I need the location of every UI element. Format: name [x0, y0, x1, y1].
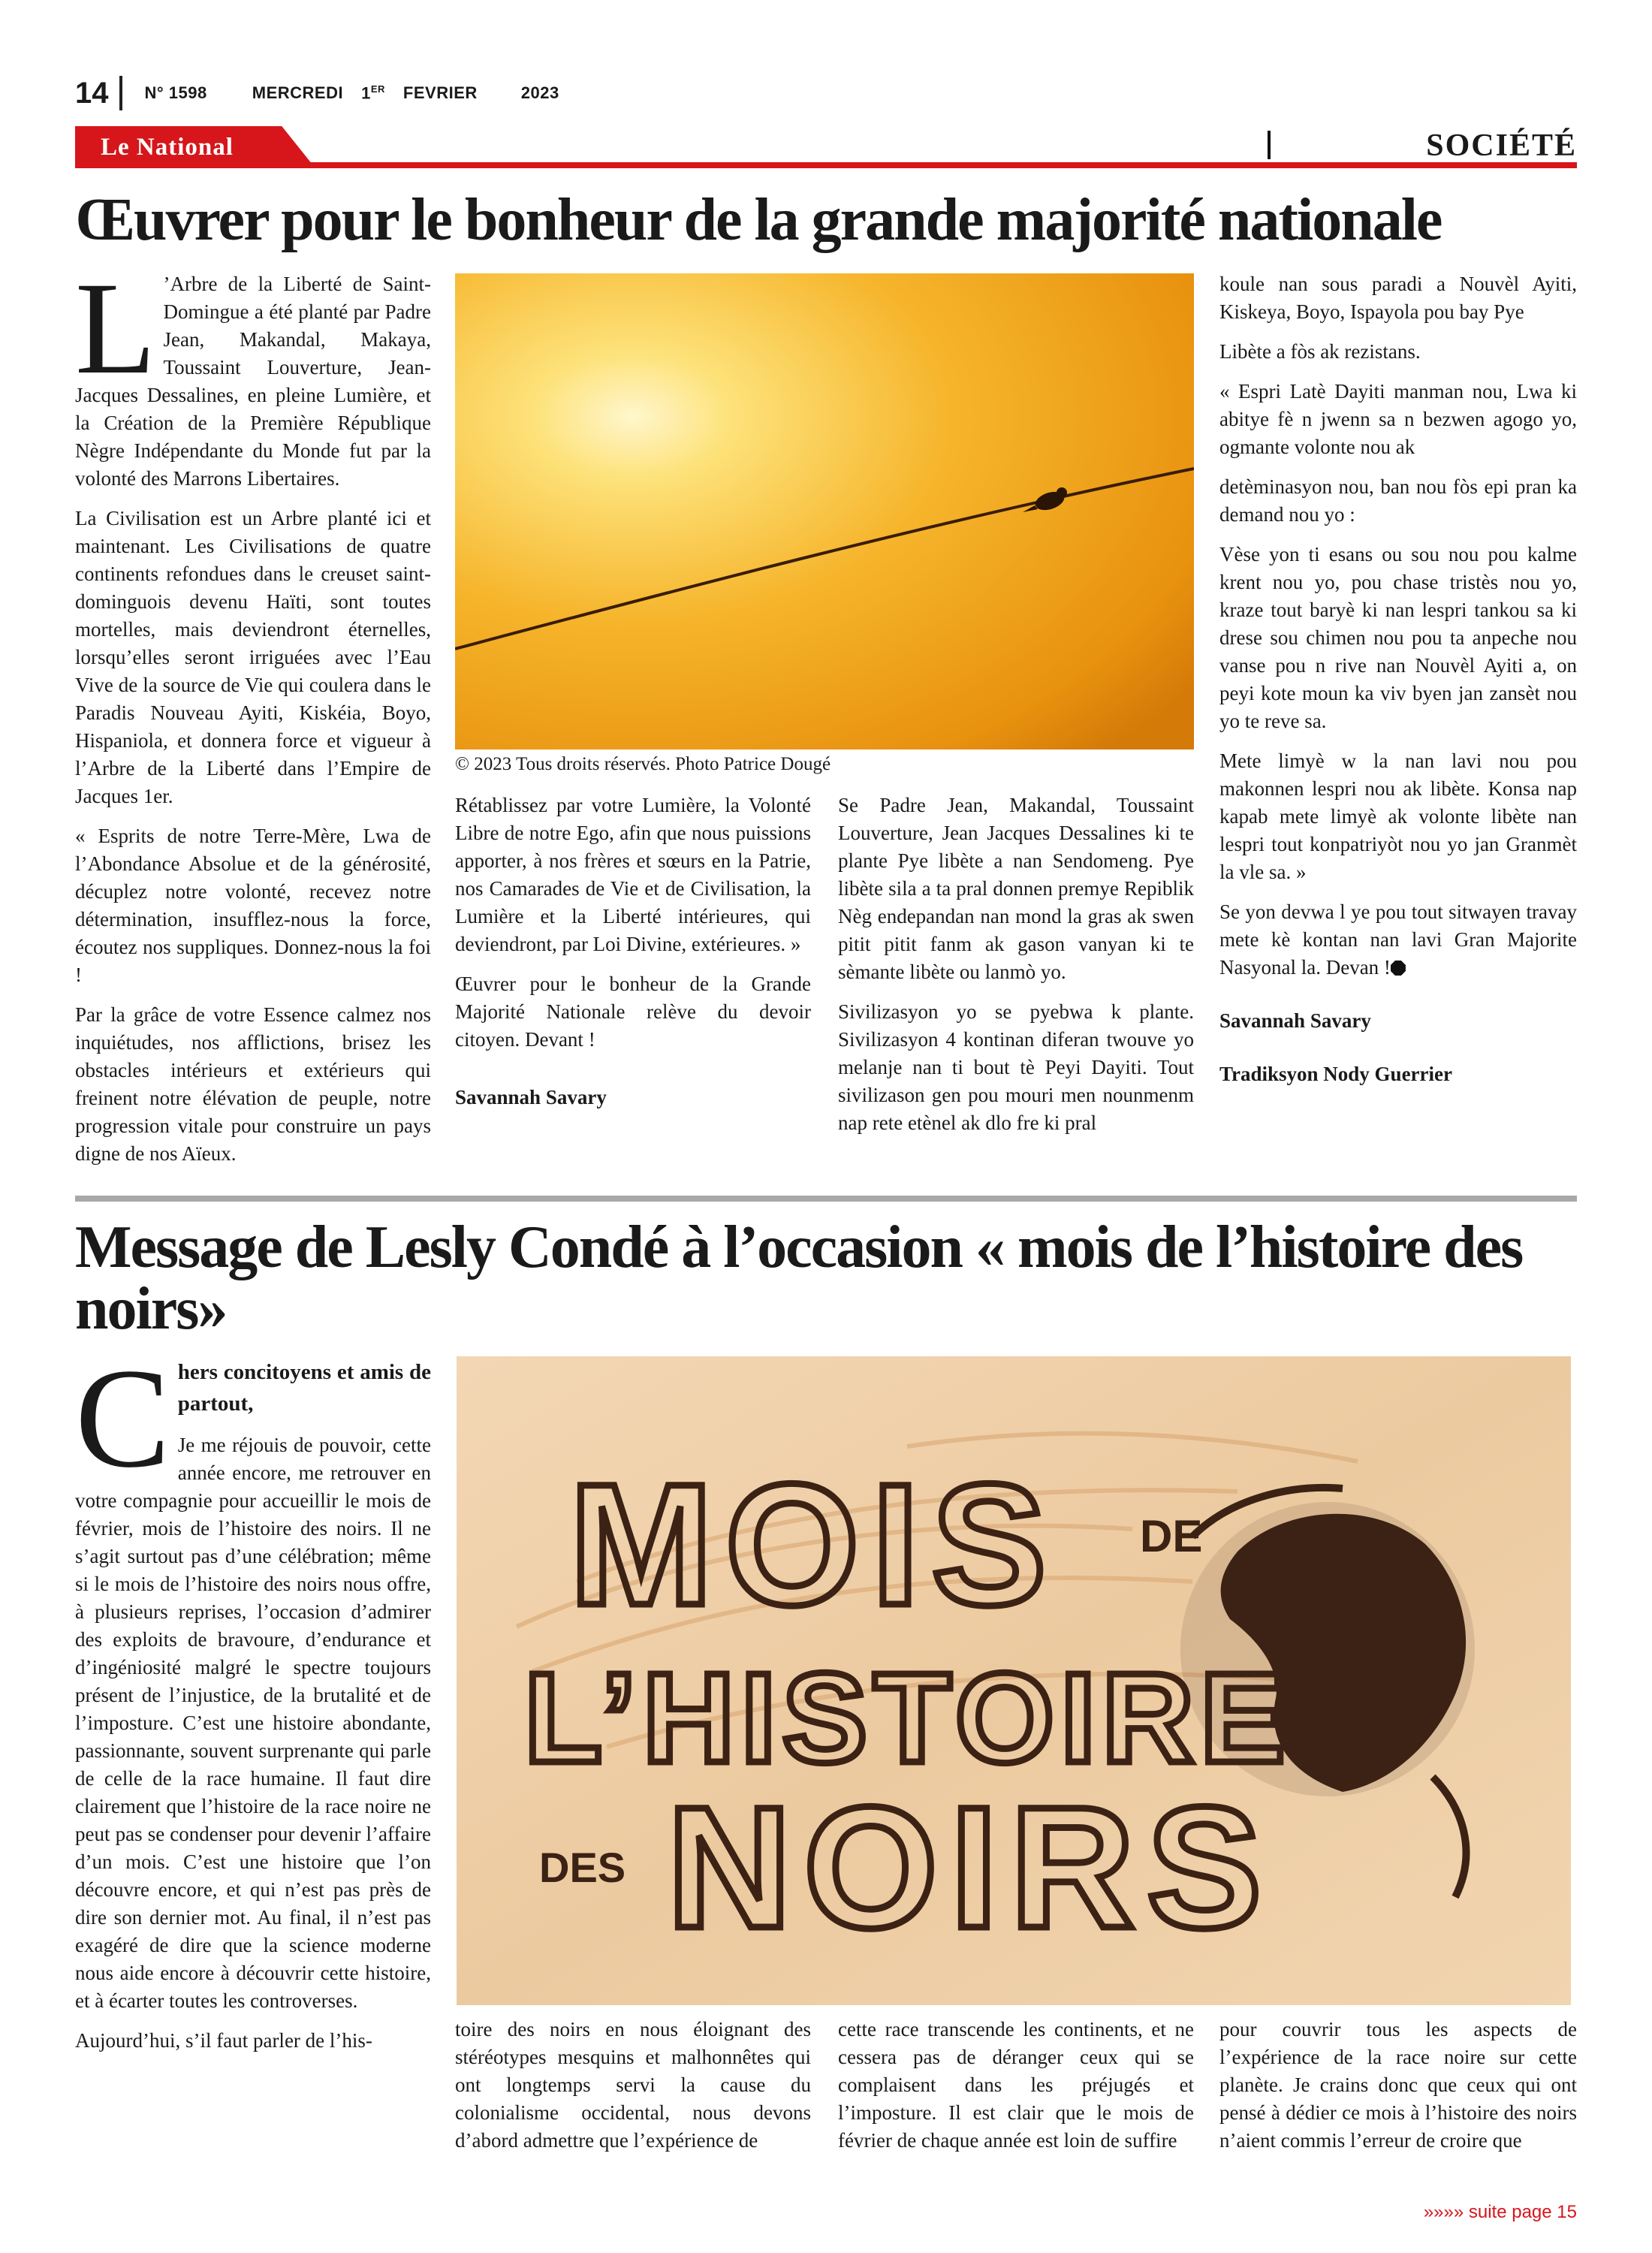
article2-paragraph: toire des noirs en nous éloignant des stéréotypes mesquins et malhonnêtes qui ont longtemps servi la cause du colonialisme occidental, nous devons d’abord admettre que l’expérience de — [455, 2018, 811, 2152]
section-name: SOCIÉTÉ — [1426, 128, 1577, 163]
article1-column-3 — [838, 792, 1194, 1149]
poster-word-mois: MOIS — [569, 1448, 1059, 1641]
article1-column-1 — [75, 255, 431, 1180]
article1-paragraph: « Esprits de notre Terre-Mère, Lwa de l’Abondance Absolue et de la générosité, décuplez notre volonté, recevez notre détermination, insufflez-nous la force, écoutez nos suppliques. Donnez-nous la foi ! — [75, 825, 431, 986]
sunset-bird-photo — [455, 273, 1194, 749]
issue-number: N° 1598 — [144, 83, 207, 102]
poster-word-des: DES — [539, 1844, 626, 1891]
article2-lead: hers concitoyens et amis de partout, — [177, 1360, 431, 1416]
poster-image — [457, 1356, 1571, 2005]
article2-paragraph: cette race transcende les continents, et ne cessera pas de déranger ceux qui se complaisent dans les préjugés et l’imposture. Il est clair que le mois de février de chaque année est loin de suffire — [838, 2018, 1194, 2152]
article2-column-2 — [455, 2016, 811, 2167]
article1-paragraph: L ’Arbre de la Liberté de Saint-Domingue a été planté par Padre Jean, Makandal, Makaya, Toussaint Louverture, Jean-Jacques Dessalines, en pleine Lumière, et la Création de la Première République Nègre Indépendante du Monde fut par la volonté des Marrons Libertaires. — [75, 255, 431, 490]
article1-title: Œuvrer pour le bonheur de la grande majorité nationale — [75, 187, 1442, 253]
article2-dropcap: C — [75, 1340, 170, 1497]
page-folio — [75, 74, 559, 113]
article2-paragraph: Je me réjouis de pouvoir, cette année encore, me retrouver en votre compagnie pour accueillir le mois de février, mois de l’histoire des noirs. Il ne s’agit surtout pas d’une célébration; même si le mois de l’histoire des noirs nous offre, à plusieurs reprises, l’occasion d’admirer des exploits de bravoure, d’endurance et d’ingéniosité malgré le spectre toujours présent de l’injustice, de la brutalité et de l’imposture. C’est une histoire abondante, passionnante, souvent surprenante qui parle de celle de la race humaine. Il faut dire clairement que l’histoire de la race noire ne peut pas se condenser pour devenir l’affaire d’un mois. C’est une histoire que l’on découvre encore, et qui n’est pas près de dire son dernier mot. Au final, il n’est pas exagéré de dire que la science moderne nous aide encore à découvrir cette histoire, et à écarter toutes les controverses. — [75, 1434, 431, 2012]
article1-paragraph: « Espri Latè Dayiti manman nou, Lwa ki abitye fè n jwenn sa n bezwen agogo yo, ogmante volonte nou ak — [1219, 380, 1577, 458]
sunset-bird-image — [455, 273, 1194, 749]
article2-paragraph: Aujourd’hui, s’il faut parler de l’his- — [75, 2029, 372, 2052]
article1-paragraph: Rétablissez par votre Lumière, la Volonté Libre de notre Ego, afin que nous puissions apporter, à nos frères et sœurs en la Patrie, nos Camarades de Vie et de Civilisation, la Lumière et la Liberté intérieures, qui deviendront, par Loi Divine, extérieures. » — [455, 794, 811, 955]
article1-paragraph: La Civilisation est un Arbre planté ici et maintenant. Les Civilisations de quatre continents refondues dans le creuset saint-dominguois devenu Haïti, sont toutes mortelles, mais deviendront éternelles, lorsqu’elles seront irriguées avec l’Eau Vive de la source de Vie qui coulera dans le Paradis Nouveau Ayiti, Kiskéia, Boyo, Hispaniola, et donnera force et vigueur à l’Arbre de la Liberté dans l’Empire de Jacques 1er. — [75, 507, 431, 807]
continued-on-link[interactable]: »»»» suite page 15 — [1423, 2202, 1577, 2222]
article2-column-1 — [75, 1340, 431, 2067]
article1-dropcap: L — [75, 255, 156, 402]
masthead-bar — [75, 126, 1577, 168]
author-signature: Savannah Savary — [1219, 1009, 1371, 1032]
article1-paragraph: Vèse yon ti esans ou sou nou pou kalme krent nou yo, pou chase tristès nou yo, kraze tout baryè ki nan lespri tankou sa ki drese sou chimen nou pou ta anpeche nou vanse pou n rive nan Nouvèl Ayiti a, on peyi kote moun ka viv byen jan zansèt nou yo te reve sa. — [1219, 543, 1577, 732]
end-of-article-icon — [1391, 961, 1406, 976]
poster-word-noirs: NOIRS — [667, 1771, 1274, 1964]
issue-weekday: MERCREDI — [252, 83, 344, 102]
article1-paragraph: Mete limyè w la nan lavi nou pou makonnen lespri nou ak libète. Konsa nap kapab mete limyè ak volonte libète nan lespri tout konpatriyòt nou yo jan Granmèt la vle sa. » — [1219, 749, 1577, 883]
article-separator — [75, 1196, 1577, 1202]
issue-day: 1ER — [361, 83, 385, 103]
translator-credit: Tradiksyon Nody Guerrier — [1219, 1063, 1452, 1085]
article1-paragraph: koule nan sous paradi a Nouvèl Ayiti, Kiskeya, Boyo, Ispayola pou bay Pye — [1219, 273, 1577, 323]
article2-column-3 — [838, 2016, 1194, 2167]
article1-column-2 — [455, 792, 811, 1123]
article2-paragraph: pour couvrir tous les aspects de l’expérience de la race noire sur cette planète. Je crains donc que ceux qui ont pensé à dédier ce mois à l’histoire des noirs n’aient commis l’erreur de croire que — [1219, 2018, 1577, 2152]
page-number: 14 — [75, 76, 122, 110]
brand-name: Le National — [101, 134, 234, 161]
article1-paragraph: Libète a fòs ak rezistans. — [1219, 340, 1421, 363]
poster-word-histoire: L’HISTOIRE — [524, 1647, 1292, 1790]
article1-paragraph: detèminasyon nou, ban nou fòs epi pran ka demand nou yo : — [1219, 475, 1577, 526]
photo-caption: © 2023 Tous droits réservés. Photo Patrice Dougé — [455, 754, 831, 774]
issue-month: FEVRIER — [402, 83, 478, 102]
black-history-month-poster — [457, 1356, 1571, 2005]
article1-column-4 — [1219, 270, 1577, 1100]
article1-paragraph: Par la grâce de votre Essence calmez nos inquiétudes, nos afflictions, brisez les obstacles intérieurs et extérieurs qui freinent notre élévation de peuple, notre progression vitale pour construire un pays digne de nos Aïeux. — [75, 1003, 431, 1165]
article2-column-4 — [1219, 2016, 1577, 2167]
article1-paragraph: Sivilizasyon yo se pyebwa k plante. Sivilizasyon 4 kontinan diferan twouve yo melanje nan ti bout tè Peyi Dayiti. Tout sivilizason gen pou mouri men nounmenm nap rete etènel ak dlo fre ki pral — [838, 1000, 1194, 1134]
article1-paragraph: Se yon devwa l ye pou tout sitwayen travay mete kè kontan nan lavi Gran Majorite Nasyonal la. Devan ! — [1219, 900, 1577, 979]
section-divider — [1268, 131, 1271, 159]
poster-word-de: DE — [1140, 1511, 1203, 1561]
article1-paragraph: Se Padre Jean, Makandal, Toussaint Louverture, Jean Jacques Dessalines ki te plante Pye libète a nan Sendomeng. Pye libète sila a ta pral donnen premye Repiblik Nèg endepandan nan mond la gras ak swen pitit pitit fanm ak gason vanyan ki te sèmante libète ou lanmò yo. — [838, 794, 1194, 983]
article2-title: Message de Lesly Condé à l’occasion « mois de l’histoire des noirs» — [75, 1214, 1523, 1342]
author-signature: Savannah Savary — [455, 1086, 607, 1108]
issue-year: 2023 — [520, 83, 559, 102]
article1-paragraph: Œuvrer pour le bonheur de la Grande Majorité Nationale relève du devoir citoyen. Devant ! — [455, 973, 811, 1051]
